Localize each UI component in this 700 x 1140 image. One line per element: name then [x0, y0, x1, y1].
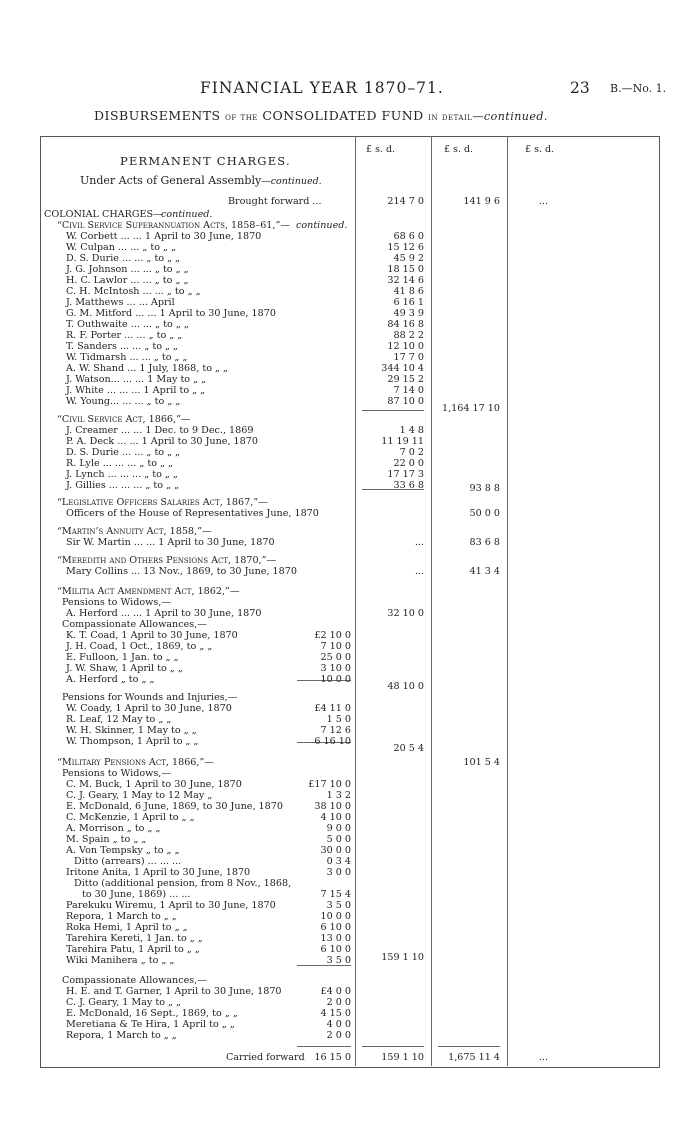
inner-amount: 10 0 0	[320, 911, 351, 922]
ledger-line: Repora, 1 March to „ „	[66, 1030, 177, 1041]
inner-amount: 3 0 0	[326, 867, 351, 878]
ledger-line: Wiki Manihera „ to „ „	[66, 955, 175, 966]
ledger-line: W. Corbett ... ... 1 April to 30 June, 1870	[66, 231, 262, 242]
column-1-amount: 49 3 9	[393, 308, 424, 319]
inner-amount: 6 16 10	[314, 736, 351, 747]
section-subtitle-text: Under Acts of General Assembly	[80, 174, 262, 187]
inner-amount: 6 10 0	[320, 944, 351, 955]
column-1-amount: 17 7 0	[393, 352, 424, 363]
inner-amount: 16 15 0	[314, 1052, 351, 1063]
ledger-line: G. M. Mitford ... ... 1 April to 30 June, 1870	[66, 308, 276, 319]
column-1-amount: 84 16 8	[387, 319, 424, 330]
section-subtitle	[80, 174, 322, 187]
ledger-line: E. McDonald, 16 Sept., 1869, to „ „	[66, 1008, 238, 1019]
column-3-amount: ...	[538, 196, 548, 207]
ledger-line: C. J. Geary, 1 May to „ „	[66, 997, 182, 1008]
ledger-line: “Meredith and Others Pensions Act, 1870,”—	[57, 555, 277, 566]
ledger-line: K. T. Coad, 1 April to 30 June, 1870	[66, 630, 238, 641]
ledger-line: Compassionate Allowances,—	[62, 975, 207, 986]
column-head-3: £ s. d.	[525, 144, 555, 155]
column-1-amount: 344 10 4	[381, 363, 424, 374]
column-2-amount: 93 8 8	[469, 483, 500, 494]
column-divider	[431, 136, 432, 1066]
inner-amount: £4 0 0	[320, 986, 351, 997]
ledger-line: J. Gillies ... ... ... „ to „ „	[66, 480, 180, 491]
column-2-amount: 41 3 4	[469, 566, 500, 577]
column-divider	[507, 136, 508, 1066]
ledger-line: E. McDonald, 6 June, 1869, to 30 June, 1870	[66, 801, 283, 812]
ledger-line: A. Morrison „ to „ „	[66, 823, 161, 834]
ledger-line: A. Herford ... ... 1 April to 30 June, 1870	[66, 608, 262, 619]
ledger-line: Pensions to Widows,—	[62, 768, 171, 779]
column-1-amount: 18 15 0	[387, 264, 424, 275]
ledger-line: T. Outhwaite ... ... „ to „ „	[66, 319, 189, 330]
column-1-amount: 1 4 8	[399, 425, 424, 436]
inner-amount: 4 0 0	[326, 1019, 351, 1030]
ledger-line: continued.	[296, 220, 348, 231]
inner-amount: 2 0 0	[326, 1030, 351, 1041]
ledger-line: J. Creamer ... ... 1 Dec. to 9 Dec., 1869	[66, 425, 254, 436]
ledger-line: “Civil Service Superannuation Acts, 1858–61,”—	[57, 220, 290, 231]
ledger-line: to 30 June, 1869) ... ...	[82, 889, 191, 900]
ledger-line: COLONIAL CHARGES—	[44, 209, 163, 220]
column-2-amount: 83 6 8	[469, 537, 500, 548]
ledger-line: C. M. Buck, 1 April to 30 June, 1870	[66, 779, 242, 790]
inner-amount: 30 0 0	[320, 845, 351, 856]
column-1-amount: 33 6 8	[393, 480, 424, 491]
ledger-line: W. Tidmarsh ... ... „ to „ „	[66, 352, 188, 363]
column-2-amount: 141 9 6	[463, 196, 500, 207]
ledger-line: “Militia Act Amendment Act, 1862,”—	[57, 586, 240, 597]
inner-amount: 10 0 0	[320, 674, 351, 685]
ledger-line: W. Young... ... ... „ to „ „	[66, 396, 181, 407]
document-reference: B.—No. 1.	[610, 82, 667, 95]
ledger-line: H. E. and T. Garner, 1 April to 30 June, 1870	[66, 986, 282, 997]
ledger-line: J. Watson... ... ... 1 May to „ „	[66, 374, 207, 385]
column-1-amount: 32 14 6	[387, 275, 424, 286]
page-title: FINANCIAL YEAR 1870–71.	[200, 79, 444, 97]
column-1-amount: 48 10 0	[387, 681, 424, 692]
inner-amount: 7 15 4	[320, 889, 351, 900]
inner-amount: 7 12 6	[320, 725, 351, 736]
ledger-line: Ditto (arrears) ... ... ...	[74, 856, 182, 867]
ledger-line: J. Matthews ... ... April	[66, 297, 175, 308]
ledger-line: Officers of the House of Representatives June, 1870	[66, 508, 319, 519]
ledger-line: W. H. Skinner, 1 May to „ „	[66, 725, 197, 736]
sum-rule	[438, 1046, 500, 1047]
ledger-line: Mary Collins ... 13 Nov., 1869, to 30 June, 1870	[66, 566, 297, 577]
inner-amount: £17 10 0	[308, 779, 351, 790]
ledger-line: C. J. Geary, 1 May to 12 May „	[66, 790, 213, 801]
ledger-line: D. S. Durie ... ... „ to „ „	[66, 253, 181, 264]
column-1-amount: 32 10 0	[387, 608, 424, 619]
ledger-line: C. H. McIntosh ... ... „ to „ „	[66, 286, 201, 297]
ledger-line: H. C. Lawlor ... ... „ to „ „	[66, 275, 189, 286]
ledger-line: A. Von Tempsky „ to „ „	[66, 845, 180, 856]
inner-amount: 6 10 0	[320, 922, 351, 933]
subtitle-fund: CONSOLIDATED FUND	[262, 108, 424, 123]
inner-amount: £2 10 0	[314, 630, 351, 641]
ledger-line: Brought forward ...	[228, 196, 322, 207]
inner-amount: 38 10 0	[314, 801, 351, 812]
ledger-line: Tarehira Kereti, 1 Jan. to „ „	[66, 933, 203, 944]
column-1-amount: 17 17 3	[387, 469, 424, 480]
ledger-line: Meretiana & Te Hira, 1 April to „ „	[66, 1019, 235, 1030]
column-1-amount: 214 7 0	[387, 196, 424, 207]
ledger-line: W. Thompson, 1 April to „ „	[66, 736, 199, 747]
ledger-line: J. Lynch ... ... ... „ to „ „	[66, 469, 178, 480]
column-1-amount: 159 1 10	[381, 1052, 424, 1063]
column-2-amount: 1,164 17 10	[442, 403, 500, 414]
ledger-line: “Legislative Officers Salaries Act, 1867,”—	[57, 497, 268, 508]
column-1-amount: 20 5 4	[393, 743, 424, 754]
inner-amount: 9 0 0	[326, 823, 351, 834]
inner-amount: 3 5 0	[326, 955, 351, 966]
column-1-amount: 41 8 6	[393, 286, 424, 297]
inner-amount: £4 11 0	[314, 703, 351, 714]
ledger-line: J. G. Johnson ... ... „ to „ „	[66, 264, 189, 275]
column-1-amount: 11 19 11	[381, 436, 424, 447]
ledger-line: J. White ... ... ... 1 April to „ „	[66, 385, 206, 396]
ledger-line: Carried forward	[226, 1052, 305, 1063]
sum-rule	[362, 1046, 424, 1047]
ledger-line: continued.	[161, 209, 213, 220]
sum-rule	[362, 410, 424, 411]
inner-amount: 4 10 0	[320, 812, 351, 823]
ledger-line: “Civil Service Act, 1866,”—	[57, 414, 191, 425]
ledger-line: R. Leaf, 12 May to „ „	[66, 714, 172, 725]
subtitle-main: DISBURSEMENTS	[94, 108, 221, 123]
ledger-line: R. F. Porter ... ... „ to „ „	[66, 330, 183, 341]
ledger-line: Roka Hemi, 1 April to „ „	[66, 922, 188, 933]
ledger-line: Iritone Anita, 1 April to 30 June, 1870	[66, 867, 251, 878]
ledger-line: Ditto (additional pension, from 8 Nov., 1868,	[74, 878, 292, 889]
subtitle-in-detail: in detail	[428, 111, 473, 123]
inner-amount: 1 5 0	[326, 714, 351, 725]
column-1-amount: 22 0 0	[393, 458, 424, 469]
inner-amount: 3 5 0	[326, 900, 351, 911]
ledger-line: J. H. Coad, 1 Oct., 1869, to „ „	[66, 641, 213, 652]
column-1-amount: ...	[414, 566, 424, 577]
inner-amount: 13 0 0	[320, 933, 351, 944]
section-title: PERMANENT CHARGES.	[120, 154, 291, 168]
column-2-amount: 101 5 4	[463, 757, 500, 768]
column-2-amount: 1,675 11 4	[448, 1052, 500, 1063]
page-subtitle	[94, 108, 548, 123]
ledger-line: A. W. Shand ... 1 July, 1868, to „ „	[66, 363, 229, 374]
column-1-amount: 68 6 0	[393, 231, 424, 242]
section-subtitle-continued: —continued.	[261, 176, 322, 187]
ledger-line: Parekuku Wiremu, 1 April to 30 June, 1870	[66, 900, 276, 911]
ledger-line: Sir W. Martin ... ... 1 April to 30 June, 1870	[66, 537, 275, 548]
ledger-line: T. Sanders ... ... „ to „ „	[66, 341, 179, 352]
ledger-line: “Military Pensions Act, 1866,”—	[57, 757, 214, 768]
ledger-line: Repora, 1 March to „ „	[66, 911, 177, 922]
column-1-amount: 87 10 0	[387, 396, 424, 407]
inner-amount: 2 0 0	[326, 997, 351, 1008]
ledger-line: Pensions for Wounds and Injuries,—	[62, 692, 238, 703]
column-1-amount: 15 12 6	[387, 242, 424, 253]
column-3-amount: ...	[538, 1052, 548, 1063]
column-1-amount: 6 16 1	[393, 297, 424, 308]
ledger-line: R. Lyle ... ... ... „ to „ „	[66, 458, 174, 469]
ledger-line: Pensions to Widows,—	[62, 597, 171, 608]
ledger-line: D. S. Durie ... ... „ to „ „	[66, 447, 181, 458]
column-divider	[355, 136, 356, 1066]
column-1-amount: ...	[414, 537, 424, 548]
column-1-amount: 88 2 2	[393, 330, 424, 341]
column-1-amount: 29 15 2	[387, 374, 424, 385]
ledger-line: C. McKenzie, 1 April to „ „	[66, 812, 195, 823]
ledger-line: Compassionate Allowances,—	[62, 619, 207, 630]
page-number: 23	[570, 79, 590, 97]
ledger-line: E. Fulloon, 1 Jan. to „ „	[66, 652, 179, 663]
ledger-line: “Martin’s Annuity Act, 1858,”—	[57, 526, 212, 537]
ledger-line: A. Herford „ to „ „	[66, 674, 155, 685]
inner-amount: 4 15 0	[320, 1008, 351, 1019]
subtitle-of-the: of the	[225, 111, 258, 123]
inner-amount: 0 3 4	[326, 856, 351, 867]
inner-amount: 5 0 0	[326, 834, 351, 845]
sum-rule	[297, 1046, 351, 1047]
ledger-line: P. A. Deck ... ... 1 April to 30 June, 1870	[66, 436, 258, 447]
column-2-amount: 50 0 0	[469, 508, 500, 519]
column-1-amount: 12 10 0	[387, 341, 424, 352]
ledger-line: J. W. Shaw, 1 April to „ „	[66, 663, 183, 674]
subtitle-continued: —continued.	[472, 110, 548, 123]
inner-amount: 7 10 0	[320, 641, 351, 652]
ledger-line: M. Spain „ to „ „	[66, 834, 147, 845]
column-head-1: £ s. d.	[366, 144, 396, 155]
ledger-line: W. Culpan ... ... „ to „ „	[66, 242, 177, 253]
column-1-amount: 45 9 2	[393, 253, 424, 264]
inner-amount: 3 10 0	[320, 663, 351, 674]
ledger-line: Tarehira Patu, 1 April to „ „	[66, 944, 200, 955]
inner-amount: 1 3 2	[326, 790, 351, 801]
ledger-line: W. Coady, 1 April to 30 June, 1870	[66, 703, 232, 714]
column-1-amount: 7 14 0	[393, 385, 424, 396]
column-head-2: £ s. d.	[444, 144, 474, 155]
column-1-amount: 159 1 10	[381, 952, 424, 963]
column-1-amount: 7 0 2	[399, 447, 424, 458]
inner-amount: 25 0 0	[320, 652, 351, 663]
